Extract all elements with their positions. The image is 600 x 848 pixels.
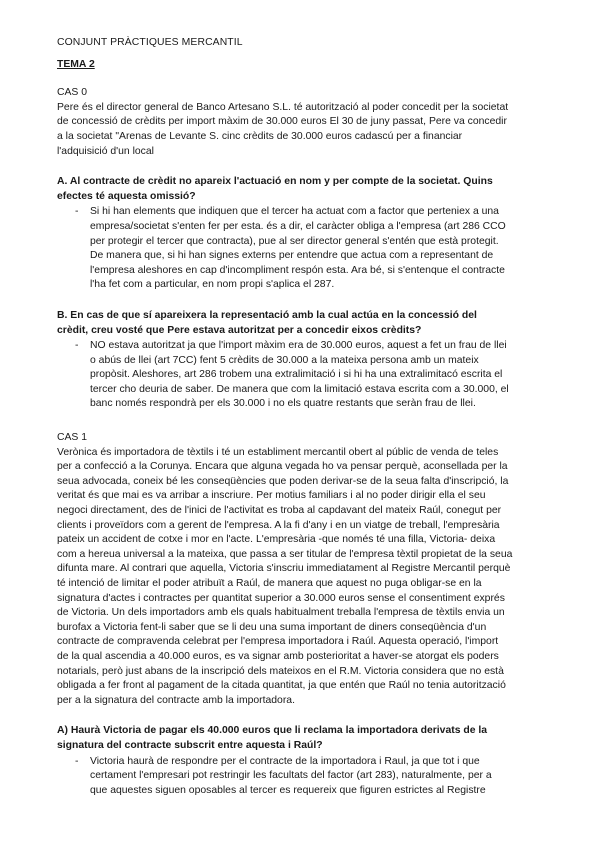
case-1-intro-line: per a confecció a la Corunya. Encara que alguna vegada ho va pensar perquè, aconsellada per la <box>57 461 508 473</box>
case-0-intro-line: Pere és el director general de Banco Artesano S.L. té autorització al poder concedit per la societat <box>57 101 509 113</box>
theme-heading: TEMA 2 <box>57 58 95 70</box>
case-1-intro-line: com a hereua universal a la mateixa, que passa a ser titular de l'empresa tèxtil propietat de la seua <box>57 548 513 560</box>
case-1-intro-line: clients i proveïdors com a gerent de l'empresa. A la fi d'any i en un viatge de treball, l'empresària <box>57 519 500 531</box>
case-1-intro-line: burofax a Victoria fent-li saber que se li deu una suma important de diners conseqüència d'un <box>57 621 487 633</box>
case-1-intro-line: pateix un accident de cotxe i mor en l'acte. L'empresària -que només té una filla, Victoria- deixa <box>57 534 496 546</box>
answer-line: propòsit. Aleshores, art 286 trobem una extralimitació i si hi ha una extralimitacó escrita el <box>90 369 503 381</box>
case-1-intro-line: signatura d'actes i contractes per quantitat superior a 30.000 euros sense el consentiment exprés <box>57 592 505 604</box>
question-line: A) Haurà Victoria de pagar els 40.000 euros que li reclama la importadora derivats de la <box>57 725 488 737</box>
question-line: signatura del contracte subscrit entre aquesta i Raúl? <box>57 739 323 751</box>
answer-line: l'ha fet com a particular, en nom propi s'aplica el 287. <box>90 279 335 291</box>
case-1-intro-line: obligada a fer front al pagament de la citada quantitat, ja que entén que Raúl no tenia autorització <box>57 680 506 692</box>
question-line: A. Al contracte de crèdit no apareix l'actuació en nom y per compte de la societat. Quins <box>57 176 493 188</box>
bullet-dash: - <box>75 340 79 352</box>
answer-line: o abús de llei (art 7CC) fent 5 crèdits de 30.000 a la mateixa persona amb un mateix <box>90 354 479 366</box>
case-1-intro-line: per a la signatura del contracte amb la importadora. <box>57 694 295 706</box>
case-0-intro-line: l'adquisició d'un local <box>57 145 154 157</box>
case-1-heading: CAS 1 <box>57 432 88 444</box>
case-1-intro-line: veritat és que mai es va arribar a inscriure. Per motius familiars i al no poder dirigir ella el seu <box>57 490 486 502</box>
answer-line: empresa/societat s'enten fer per esta. és a dir, el caràcter obliga a l'empresa (art 286 CCO <box>90 220 506 232</box>
answer-line: que aquestes siguen oposables al tercer es requereix que figuren estrictes al Registre <box>90 784 486 796</box>
question-line: efectes té aquesta omissió? <box>57 190 196 202</box>
answer-line: l'empresa aleshores en cap d'incompliment respón esta. Ara bé, si s'entenque el contracte <box>90 264 505 276</box>
case-1-question-a <box>57 724 545 753</box>
case-1-intro-line: notarials, però just abans de la inscripció dels mateixos en el R.M. Victoria considera que no està <box>57 665 504 677</box>
bullet-dash: - <box>75 206 79 218</box>
document-page <box>57 36 545 798</box>
case-0-question-a <box>57 175 545 204</box>
case-1-intro <box>57 446 545 709</box>
answer-line: NO estava autoritzat ja que l'import màxim era de 30.000 euros, aquest a fet un frau de llei <box>90 340 507 352</box>
case-1-intro-line: contracte de compravenda celebrat per l'empresa importadora i Raúl. Aquesta operació, l'import <box>57 636 499 648</box>
case-0-answer-b <box>57 339 545 412</box>
case-0-intro <box>57 101 545 159</box>
bullet-dash: - <box>75 755 79 767</box>
case-1-intro-line: seua advocada, coneix bé les conseqüències que poden derivar-se de la seua falta d'inscripció, la <box>57 475 509 487</box>
case-1-intro-line: té intenció de limitar el poder atribuït a Raúl, de manera que aquest no puga obligar-se en la <box>57 578 482 589</box>
case-0-heading: CAS 0 <box>57 87 88 99</box>
answer-line: Victoria haurà de respondre per el contracte de la importadora i Raul, ja que tot i que <box>90 755 480 767</box>
case-1-intro-line: de la qual ascendia a 40.000 euros, es va signar amb posterioritat a haver-se atorgat els poders <box>57 650 499 662</box>
case-1-intro-line: difunta mare. Al contrari que aquella, Victoria s'inscriu immediatament al Registre Mercantil perquè <box>57 563 511 575</box>
case-1-answer-a <box>57 755 545 799</box>
answer-line: certament l'empresari pot restringir les facultats del factor (art 283), naturalmente, per a <box>90 770 492 782</box>
answer-line: Si hi han elements que indiquen que el tercer ha actuat com a factor que perteniex a una <box>90 206 499 218</box>
case-1-intro-line: de Victoria. Un dels importadors amb els quals habitualment treballa l'empresa de tèxtils envia un <box>57 607 505 619</box>
case-1-intro-line: Verònica és importadora de tèxtils i té un establiment mercantil obert al públic de venda de teles <box>57 446 499 458</box>
case-1-intro-line: negoci directament, des de l'inici de l'activitat es troba al capdavant del mateix Raúl, conegut per <box>57 505 502 517</box>
case-0-intro-line: a la societat "Arenas de Levante S. cinc crèdits de 30.000 euros cadascú per a financiar <box>57 130 463 142</box>
answer-line: De manera que, si hi han signes externs per entendre que actua com a representant de <box>90 250 494 262</box>
document-title: CONJUNT PRÀCTIQUES MERCANTIL <box>57 37 243 48</box>
answer-line: tercer cho deuria de saber. De manera que com la limitació estava escrita com a 30.000, el <box>90 383 509 395</box>
question-line: crèdit, creu vosté que Pere estava autoritzat per a concedir eixos crèdits? <box>57 324 422 336</box>
case-0-intro-line: de concessió de crèdits per import màxim de 30.000 euros El 30 de juny passat, Pere va concedir <box>57 116 507 128</box>
answer-line: banc només respondrà per els 30.000 i no els quatre restants que seràn frau de llei. <box>90 398 476 410</box>
question-line: B. En cas de que sí apareixera la representació amb la cual actúa en la concessió del <box>57 309 477 321</box>
case-0-question-b <box>57 309 545 338</box>
case-0-answer-a <box>57 205 545 293</box>
answer-line: per protegir el tercer que contracta), pue al ser director general s'entén que està protegit. <box>90 235 499 247</box>
